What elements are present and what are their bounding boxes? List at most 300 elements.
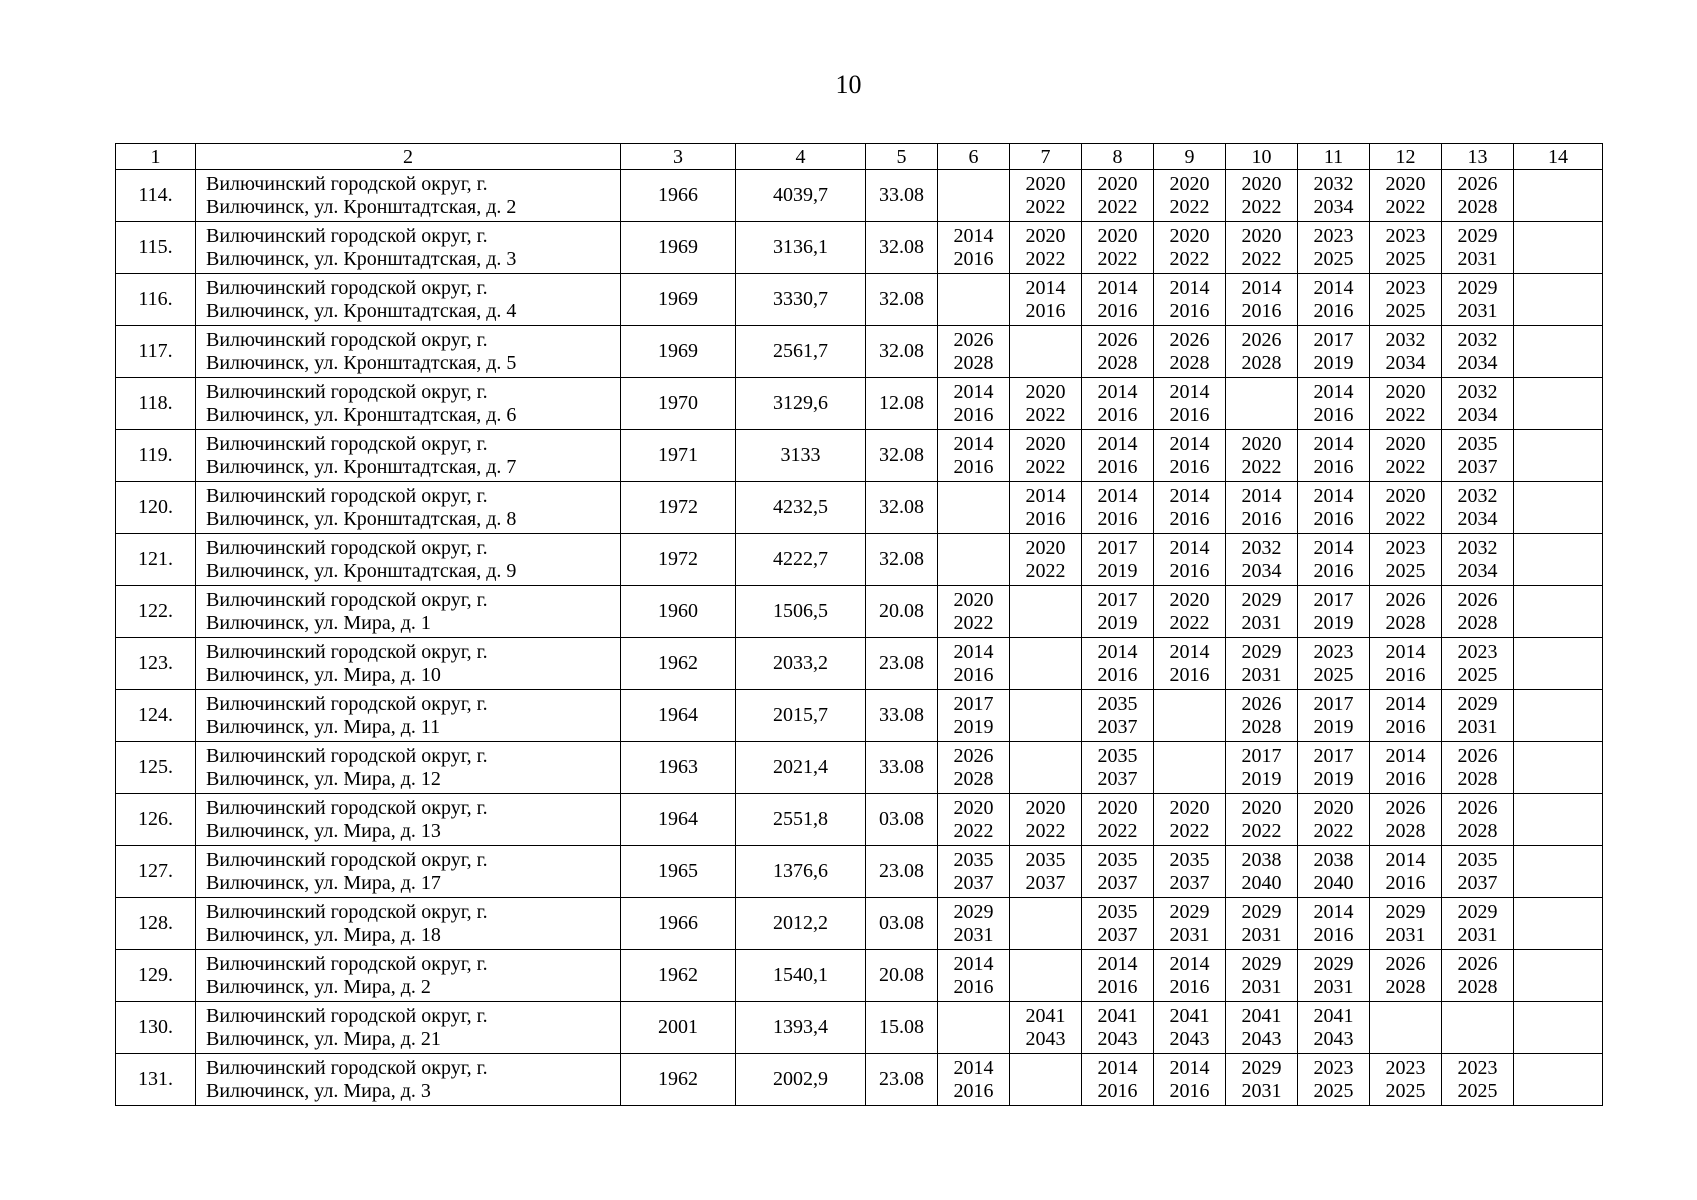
period-cell-col11	[1298, 326, 1370, 378]
period-end: 2028	[1385, 975, 1426, 998]
period-cell-col6	[938, 638, 1010, 690]
period-cell-col7	[1010, 846, 1082, 898]
year-cell: 1964	[621, 690, 736, 742]
period-end: 2037	[1097, 715, 1138, 738]
period-cell-col6	[938, 690, 1010, 742]
period-start: 2032	[1313, 172, 1354, 195]
period-end: 2028	[1457, 611, 1498, 634]
period-start: 2023	[1457, 1056, 1498, 1079]
period-start: 2029	[1241, 640, 1282, 663]
period-cell-col12	[1370, 1054, 1442, 1106]
period-cell-col9	[1154, 274, 1226, 326]
period-end: 2016	[953, 403, 994, 426]
area-cell: 1540,1	[736, 950, 866, 1002]
period-start: 2035	[1097, 900, 1138, 923]
address-line: Вилючинский городской округ, г.	[206, 640, 488, 663]
period-cell-col10	[1226, 898, 1298, 950]
period-end: 2031	[1241, 923, 1282, 946]
period-end: 2022	[1385, 455, 1426, 478]
period-start: 2029	[1241, 588, 1282, 611]
period-cell-col13	[1442, 950, 1514, 1002]
period-start: 2032	[1457, 484, 1498, 507]
address-line: Вилючинский городской округ, г.	[206, 328, 488, 351]
address-line: Вилючинск, ул. Мира, д. 3	[206, 1079, 431, 1102]
period-end: 2022	[1025, 819, 1066, 842]
period-cell-col10	[1226, 1002, 1298, 1054]
code-cell: 33.08	[866, 690, 938, 742]
period-start: 2026	[1457, 952, 1498, 975]
area-cell: 3136,1	[736, 222, 866, 274]
period-end: 2016	[1169, 455, 1210, 478]
period-end: 2025	[1457, 1079, 1498, 1102]
period-start: 2035	[1025, 848, 1066, 871]
period-cell-col11	[1298, 638, 1370, 690]
period-end: 2025	[1385, 247, 1426, 270]
period-end: 2028	[1385, 611, 1426, 634]
period-end: 2016	[1097, 403, 1138, 426]
period-cell-col9	[1154, 794, 1226, 846]
period-start: 2020	[1097, 172, 1138, 195]
period-end: 2037	[1097, 923, 1138, 946]
address-cell	[196, 690, 621, 742]
period-start: 2014	[1313, 380, 1354, 403]
period-end: 2022	[1385, 507, 1426, 530]
period-start: 2020	[1385, 432, 1426, 455]
period-cell-col13	[1442, 742, 1514, 794]
period-cell-col6	[938, 950, 1010, 1002]
address-cell	[196, 170, 621, 222]
code-cell: 23.08	[866, 846, 938, 898]
empty-cell-col14	[1514, 586, 1603, 638]
period-cell-col10	[1226, 846, 1298, 898]
period-end: 2022	[1385, 195, 1426, 218]
period-start: 2020	[1025, 172, 1066, 195]
period-end: 2031	[953, 923, 994, 946]
period-end: 2028	[1241, 351, 1282, 374]
period-end: 2025	[1385, 559, 1426, 582]
period-start: 2041	[1025, 1004, 1066, 1027]
table-row	[116, 534, 1603, 586]
period-end: 2031	[1457, 299, 1498, 322]
row-number-cell: 115.	[116, 222, 196, 274]
address-line: Вилючинск, ул. Кронштадтская, д. 6	[206, 403, 517, 426]
period-end: 2037	[1169, 871, 1210, 894]
address-cell	[196, 950, 621, 1002]
row-number-cell: 122.	[116, 586, 196, 638]
empty-cell-col14	[1514, 638, 1603, 690]
period-end: 2022	[1025, 559, 1066, 582]
period-start: 2014	[1169, 276, 1210, 299]
code-cell: 32.08	[866, 326, 938, 378]
period-start: 2029	[1313, 952, 1354, 975]
period-end: 2025	[1385, 299, 1426, 322]
period-cell-col10	[1226, 638, 1298, 690]
period-start: 2041	[1313, 1004, 1354, 1027]
period-cell-col10	[1226, 534, 1298, 586]
period-start: 2020	[953, 796, 994, 819]
period-start: 2014	[1097, 380, 1138, 403]
period-end: 2037	[1457, 455, 1498, 478]
period-end: 2037	[1025, 871, 1066, 894]
period-start: 2029	[1241, 900, 1282, 923]
period-end: 2016	[1097, 1079, 1138, 1102]
row-number-cell: 131.	[116, 1054, 196, 1106]
period-cell-col10	[1226, 482, 1298, 534]
row-number-cell: 129.	[116, 950, 196, 1002]
period-end: 2028	[1385, 819, 1426, 842]
period-cell-col9	[1154, 846, 1226, 898]
period-cell-col9	[1154, 742, 1226, 794]
period-end: 2031	[1241, 1079, 1282, 1102]
address-line: Вилючинский городской округ, г.	[206, 1004, 488, 1027]
row-number-cell: 130.	[116, 1002, 196, 1054]
period-end: 2022	[953, 819, 994, 842]
column-header-6: 6	[938, 144, 1010, 170]
period-end: 2019	[1241, 767, 1282, 790]
period-end: 2016	[953, 247, 994, 270]
period-end: 2037	[1097, 871, 1138, 894]
period-end: 2022	[1169, 819, 1210, 842]
period-cell-col12	[1370, 1002, 1442, 1054]
period-end: 2016	[1097, 663, 1138, 686]
period-end: 2019	[1097, 611, 1138, 634]
period-start: 2041	[1241, 1004, 1282, 1027]
period-start: 2029	[1457, 692, 1498, 715]
period-end: 2022	[1313, 819, 1354, 842]
period-cell-col6	[938, 326, 1010, 378]
address-line: Вилючинск, ул. Мира, д. 10	[206, 663, 441, 686]
housing-table	[115, 143, 1603, 1106]
period-start: 2035	[1169, 848, 1210, 871]
period-end: 2016	[953, 663, 994, 686]
period-end: 2031	[1169, 923, 1210, 946]
code-cell: 32.08	[866, 274, 938, 326]
code-cell: 33.08	[866, 742, 938, 794]
year-cell: 1962	[621, 950, 736, 1002]
period-end: 2022	[1025, 455, 1066, 478]
period-cell-col7	[1010, 430, 1082, 482]
code-cell: 23.08	[866, 638, 938, 690]
address-line: Вилючинский городской округ, г.	[206, 796, 488, 819]
period-cell-col8	[1082, 378, 1154, 430]
period-cell-col12	[1370, 534, 1442, 586]
row-number-cell: 127.	[116, 846, 196, 898]
period-end: 2016	[1313, 455, 1354, 478]
period-end: 2022	[1025, 403, 1066, 426]
empty-cell-col14	[1514, 378, 1603, 430]
column-header-14: 14	[1514, 144, 1603, 170]
period-end: 2016	[953, 1079, 994, 1102]
period-cell-col8	[1082, 1054, 1154, 1106]
period-cell-col7	[1010, 482, 1082, 534]
period-cell-col11	[1298, 482, 1370, 534]
period-cell-col13	[1442, 222, 1514, 274]
period-start: 2014	[1241, 484, 1282, 507]
code-cell: 23.08	[866, 1054, 938, 1106]
period-cell-col9	[1154, 378, 1226, 430]
address-cell	[196, 534, 621, 586]
period-cell-col12	[1370, 274, 1442, 326]
empty-cell-col14	[1514, 534, 1603, 586]
period-cell-col8	[1082, 170, 1154, 222]
period-end: 2016	[1025, 507, 1066, 530]
period-start: 2014	[953, 952, 994, 975]
period-cell-col6	[938, 1002, 1010, 1054]
table-row	[116, 274, 1603, 326]
period-end: 2016	[1169, 1079, 1210, 1102]
period-end: 2028	[1097, 351, 1138, 374]
period-cell-col7	[1010, 170, 1082, 222]
period-end: 2031	[1313, 975, 1354, 998]
period-cell-col6	[938, 1054, 1010, 1106]
period-end: 2016	[1313, 507, 1354, 530]
period-end: 2031	[1457, 247, 1498, 270]
period-start: 2014	[1313, 536, 1354, 559]
area-cell: 2012,2	[736, 898, 866, 950]
period-cell-col12	[1370, 794, 1442, 846]
period-start: 2035	[1097, 744, 1138, 767]
period-end: 2019	[1313, 767, 1354, 790]
period-start: 2014	[1169, 380, 1210, 403]
address-line: Вилючинский городской округ, г.	[206, 172, 488, 195]
period-start: 2020	[1097, 796, 1138, 819]
period-end: 2034	[1457, 351, 1498, 374]
period-end: 2043	[1313, 1027, 1354, 1050]
period-end: 2016	[1385, 663, 1426, 686]
period-start: 2014	[1169, 952, 1210, 975]
period-cell-col7	[1010, 1002, 1082, 1054]
address-cell	[196, 794, 621, 846]
address-line: Вилючинск, ул. Мира, д. 2	[206, 975, 431, 998]
period-cell-col12	[1370, 690, 1442, 742]
period-end: 2016	[1241, 507, 1282, 530]
period-start: 2026	[1169, 328, 1210, 351]
period-end: 2028	[953, 351, 994, 374]
period-cell-col13	[1442, 326, 1514, 378]
year-cell: 1965	[621, 846, 736, 898]
header-row	[116, 144, 1603, 170]
period-end: 2028	[953, 767, 994, 790]
empty-cell-col14	[1514, 170, 1603, 222]
code-cell: 12.08	[866, 378, 938, 430]
period-end: 2016	[1169, 663, 1210, 686]
table-row	[116, 586, 1603, 638]
period-cell-col10	[1226, 950, 1298, 1002]
period-cell-col11	[1298, 222, 1370, 274]
period-cell-col13	[1442, 1054, 1514, 1106]
period-end: 2031	[1241, 663, 1282, 686]
period-start: 2029	[1241, 1056, 1282, 1079]
period-start: 2029	[953, 900, 994, 923]
period-start: 2014	[1385, 640, 1426, 663]
period-cell-col6	[938, 378, 1010, 430]
period-end: 2016	[1097, 455, 1138, 478]
period-start: 2014	[953, 1056, 994, 1079]
row-number-cell: 117.	[116, 326, 196, 378]
empty-cell-col14	[1514, 326, 1603, 378]
period-end: 2019	[1313, 351, 1354, 374]
year-cell: 1971	[621, 430, 736, 482]
period-start: 2020	[1385, 484, 1426, 507]
area-cell: 4222,7	[736, 534, 866, 586]
period-cell-col13	[1442, 898, 1514, 950]
row-number-cell: 126.	[116, 794, 196, 846]
period-start: 2026	[1457, 172, 1498, 195]
address-cell	[196, 482, 621, 534]
address-cell	[196, 326, 621, 378]
table-row	[116, 742, 1603, 794]
period-start: 2026	[1457, 796, 1498, 819]
period-end: 2034	[1457, 559, 1498, 582]
period-cell-col8	[1082, 586, 1154, 638]
period-start: 2014	[1241, 276, 1282, 299]
period-start: 2017	[1313, 744, 1354, 767]
period-start: 2014	[1097, 952, 1138, 975]
period-end: 2016	[1169, 403, 1210, 426]
period-cell-col11	[1298, 1002, 1370, 1054]
area-cell: 4039,7	[736, 170, 866, 222]
period-end: 2016	[1025, 299, 1066, 322]
address-cell	[196, 586, 621, 638]
period-cell-col9	[1154, 222, 1226, 274]
year-cell: 1972	[621, 482, 736, 534]
period-end: 2022	[1169, 195, 1210, 218]
period-cell-col8	[1082, 222, 1154, 274]
table-row	[116, 430, 1603, 482]
period-end: 2040	[1241, 871, 1282, 894]
address-line: Вилючинский городской округ, г.	[206, 1056, 488, 1079]
period-end: 2019	[953, 715, 994, 738]
address-line: Вилючинский городской округ, г.	[206, 224, 488, 247]
year-cell: 1969	[621, 326, 736, 378]
period-cell-col8	[1082, 326, 1154, 378]
period-start: 2014	[1385, 692, 1426, 715]
period-start: 2038	[1313, 848, 1354, 871]
period-cell-col6	[938, 274, 1010, 326]
period-end: 2043	[1241, 1027, 1282, 1050]
period-start: 2020	[1241, 796, 1282, 819]
period-cell-col13	[1442, 274, 1514, 326]
year-cell: 1969	[621, 274, 736, 326]
period-start: 2026	[1385, 588, 1426, 611]
period-start: 2020	[1169, 796, 1210, 819]
period-cell-col9	[1154, 638, 1226, 690]
period-cell-col8	[1082, 794, 1154, 846]
period-cell-col11	[1298, 1054, 1370, 1106]
period-cell-col8	[1082, 1002, 1154, 1054]
address-line: Вилючинск, ул. Мира, д. 21	[206, 1027, 441, 1050]
period-end: 2016	[1097, 975, 1138, 998]
period-end: 2022	[1025, 195, 1066, 218]
address-cell	[196, 430, 621, 482]
period-start: 2014	[1169, 640, 1210, 663]
period-end: 2022	[1385, 403, 1426, 426]
row-number-cell: 123.	[116, 638, 196, 690]
period-start: 2020	[1385, 380, 1426, 403]
address-line: Вилючинский городской округ, г.	[206, 744, 488, 767]
period-cell-col8	[1082, 742, 1154, 794]
period-cell-col12	[1370, 846, 1442, 898]
period-cell-col11	[1298, 170, 1370, 222]
period-cell-col8	[1082, 690, 1154, 742]
period-cell-col11	[1298, 950, 1370, 1002]
period-start: 2032	[1457, 328, 1498, 351]
period-cell-col7	[1010, 690, 1082, 742]
period-start: 2014	[1169, 536, 1210, 559]
period-end: 2022	[1025, 247, 1066, 270]
address-line: Вилючинск, ул. Кронштадтская, д. 9	[206, 559, 517, 582]
period-end: 2019	[1313, 715, 1354, 738]
empty-cell-col14	[1514, 222, 1603, 274]
code-cell: 33.08	[866, 170, 938, 222]
table-body	[116, 170, 1603, 1106]
area-cell: 2015,7	[736, 690, 866, 742]
period-cell-col9	[1154, 898, 1226, 950]
period-cell-col13	[1442, 430, 1514, 482]
period-start: 2023	[1457, 640, 1498, 663]
period-start: 2023	[1385, 224, 1426, 247]
year-cell: 1964	[621, 794, 736, 846]
period-cell-col6	[938, 846, 1010, 898]
period-start: 2014	[1025, 484, 1066, 507]
period-end: 2028	[1457, 767, 1498, 790]
table-row	[116, 378, 1603, 430]
empty-cell-col14	[1514, 1002, 1603, 1054]
table-row	[116, 898, 1603, 950]
period-cell-col9	[1154, 170, 1226, 222]
period-cell-col6	[938, 794, 1010, 846]
period-start: 2023	[1385, 276, 1426, 299]
period-start: 2017	[1313, 692, 1354, 715]
column-header-2: 2	[196, 144, 621, 170]
period-start: 2023	[1385, 536, 1426, 559]
period-end: 2034	[1457, 403, 1498, 426]
period-cell-col13	[1442, 586, 1514, 638]
period-cell-col11	[1298, 690, 1370, 742]
code-cell: 32.08	[866, 482, 938, 534]
period-cell-col10	[1226, 794, 1298, 846]
period-end: 2028	[1457, 195, 1498, 218]
table-row	[116, 1054, 1603, 1106]
column-header-13: 13	[1442, 144, 1514, 170]
empty-cell-col14	[1514, 690, 1603, 742]
period-start: 2014	[1097, 484, 1138, 507]
address-line: Вилючинский городской округ, г.	[206, 952, 488, 975]
period-cell-col11	[1298, 430, 1370, 482]
address-cell	[196, 742, 621, 794]
period-cell-col7	[1010, 586, 1082, 638]
area-cell: 1376,6	[736, 846, 866, 898]
period-cell-col10	[1226, 326, 1298, 378]
period-end: 2031	[1457, 923, 1498, 946]
code-cell: 32.08	[866, 534, 938, 586]
page-number: 10	[835, 70, 862, 99]
period-end: 2016	[1313, 299, 1354, 322]
period-cell-col8	[1082, 898, 1154, 950]
period-cell-col12	[1370, 482, 1442, 534]
empty-cell-col14	[1514, 898, 1603, 950]
period-start: 2029	[1385, 900, 1426, 923]
period-cell-col7	[1010, 1054, 1082, 1106]
row-number-cell: 128.	[116, 898, 196, 950]
period-cell-col6	[938, 170, 1010, 222]
period-end: 2016	[953, 975, 994, 998]
table-row	[116, 690, 1603, 742]
period-start: 2014	[1385, 744, 1426, 767]
period-end: 2022	[1241, 455, 1282, 478]
table-header	[116, 144, 1603, 170]
period-cell-col13	[1442, 378, 1514, 430]
